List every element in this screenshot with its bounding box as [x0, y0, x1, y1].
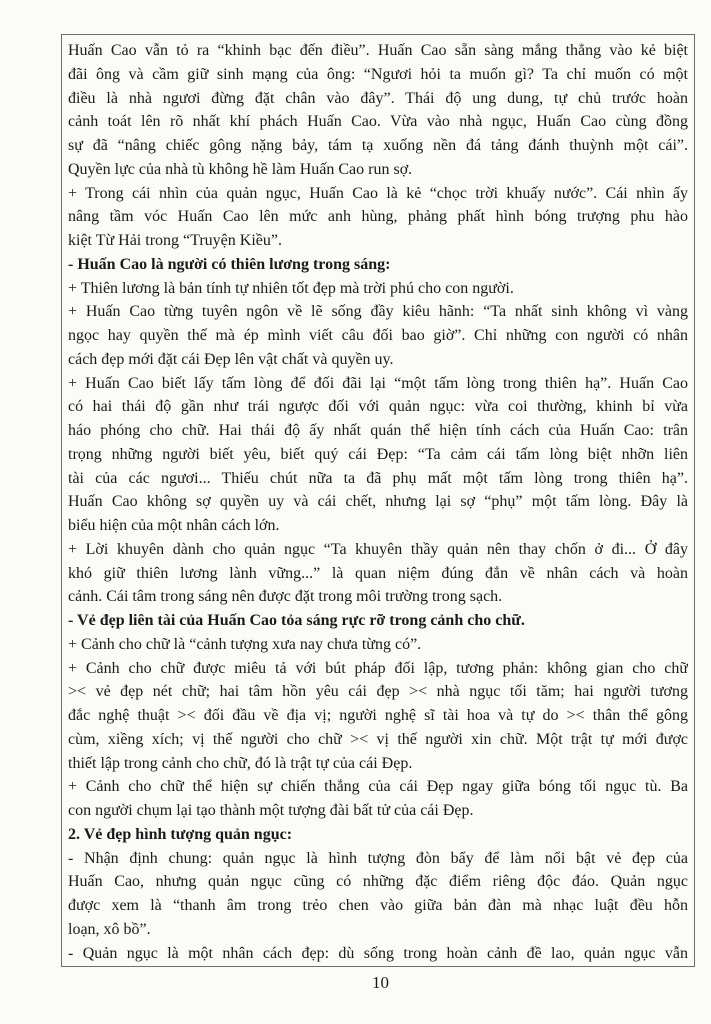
- text-line: + Huấn Cao biết lấy tấm lòng để đối đãi lại “một tấm lòng trong thiên hạ”. Huấn Cao: [68, 374, 688, 392]
- text-line: Quyền lực của nhà tù không hề làm Huấn Cao run sợ.: [68, 160, 413, 178]
- text-line: đãi ông và cầm giữ sinh mạng của ông: “Ngươi hỏi ta muốn gì? Ta chỉ muốn có một: [68, 65, 688, 83]
- section-heading-line: - Huấn Cao là người có thiên lương trong sáng:: [68, 255, 391, 273]
- text-line: + Trong cái nhìn của quản ngục, Huấn Cao là kẻ “chọc trời khuấy nước”. Cái nhìn ấy: [68, 184, 688, 202]
- text-line: khó giữ thiên lương lành vững...” là quan niệm đúng đắn về nhân cách và hoàn: [68, 564, 688, 582]
- text-line: sự đã “nâng chiếc gông nặng bảy, tám tạ xuống nền đá tảng đánh thuỳnh một cái”.: [68, 137, 688, 154]
- text-line: ngọc hay quyền thế mà ép mình viết câu đối bao giờ”. Chỉ những con người có nhân: [68, 327, 688, 344]
- text-line: + Cảnh cho chữ được miêu tả với bút pháp đối lập, tương phản: không gian cho chữ: [68, 659, 688, 677]
- text-line: - Quản ngục là một nhân cách đẹp: dù sống trong hoàn cảnh đề lao, quản ngục vẫn: [68, 944, 688, 962]
- text-line: loạn, xô bồ”.: [68, 920, 151, 938]
- text-line: cảnh. Cái tâm trong sáng nên được đặt trong môi trường trong sạch.: [68, 588, 503, 606]
- text-line: con người chụm lại tạo thành một tượng đài bất tử của cái Đẹp.: [68, 802, 474, 819]
- text-line: nâng tầm vóc Huấn Cao lên mức anh hùng, phảng phất hình bóng trượng phu hào: [68, 208, 688, 226]
- text-line: Huấn Cao không sợ quyền uy và cái chết, nhưng lại sợ “phụ” một tấm lòng. Đây là: [68, 493, 688, 511]
- text-line: cảnh toát lên rõ nhất khí phách Huấn Cao. Vừa vào nhà ngục, Huấn Cao cùng đồng: [68, 113, 688, 131]
- text-line: háo phóng cho chữ. Hai thái độ ấy nhất quán thể hiện tính cách của Huấn Cao: trân: [68, 422, 688, 439]
- text-line: thiết lập trong cảnh cho chữ, đó là trật tự của cái Đẹp.: [68, 754, 413, 772]
- text-line: trọng những người biết yêu, biết quý cái Đẹp: “Ta cảm cái tấm lòng biệt nhỡn liên: [68, 445, 688, 463]
- section-heading-line: - Vẻ đẹp liên tài của Huấn Cao tỏa sáng rực rỡ trong cảnh cho chữ.: [68, 612, 525, 629]
- page-number: 10: [372, 973, 389, 992]
- text-line: + Huấn Cao từng tuyên ngôn về lẽ sống đầy kiêu hãnh: “Ta nhất sinh không vì vàng: [68, 303, 688, 321]
- text-line: đắc nghệ thuật >< đối đầu về địa vị; người nghệ sĩ tài hoa và tự do >< thân thể gông: [68, 707, 688, 724]
- text-line: >< vẻ đẹp nét chữ; hai tâm hồn yêu cái đẹp >< nhà ngục tối tăm; hai người tương: [68, 683, 688, 701]
- text-line: biểu hiện của một nhân cách lớn.: [68, 517, 280, 534]
- text-line: điều là nhà ngươi đừng đặt chân vào đây”. Thái độ ung dung, tự chủ trước hoàn: [68, 89, 688, 107]
- text-line: cách đẹp mới đặt cái Đẹp lên vật chất và quyền uy.: [68, 350, 394, 368]
- text-line: kiệt Từ Hải trong “Truyện Kiều”.: [68, 232, 282, 249]
- text-line: + Cảnh cho chữ là “cảnh tượng xưa nay chưa từng có”.: [68, 635, 422, 653]
- text-line: có hai thái độ gần như trái ngược đối với quản ngục: vừa coi thường, khinh bỉ vừa: [68, 398, 688, 416]
- text-line: + Thiên lương là bản tính tự nhiên tốt đẹp mà trời phú cho con người.: [68, 279, 514, 297]
- text-line: được xem là “thanh âm trong trẻo chen vào giữa bản đàn mà nhạc luật đều hỗn: [68, 897, 688, 914]
- text-frame: [61, 34, 695, 967]
- text-line: - Nhận định chung: quản ngục là hình tượng đòn bẩy để làm nổi bật vẻ đẹp của: [68, 849, 688, 867]
- text-line: + Lời khuyên dành cho quản ngục “Ta khuyên thầy quản nên thay chốn ở đi... Ở đây: [68, 540, 688, 558]
- text-line: + Cảnh cho chữ thể hiện sự chiến thắng của cái Đẹp ngay giữa bóng tối ngục tù. Ba: [68, 778, 688, 796]
- text-line: cùm, xiềng xích; vị thế người cho chữ >< vị thế người xin chữ. Một trật tự mới được: [68, 730, 688, 748]
- section-heading-line: 2. Vẻ đẹp hình tượng quản ngục:: [68, 825, 293, 843]
- text-line: tài của các ngươi... Thiếu chút nữa ta đã phụ mất một tấm lòng trong thiên hạ”.: [68, 469, 688, 487]
- text-line: Huấn Cao vẫn tỏ ra “khinh bạc đến điều”. Huấn Cao sẵn sàng mắng thẳng vào kẻ biệt: [68, 42, 688, 59]
- text-line: Huấn Cao, nhưng quản ngục cũng có những đặc điểm riêng độc đáo. Quản ngục: [68, 873, 688, 891]
